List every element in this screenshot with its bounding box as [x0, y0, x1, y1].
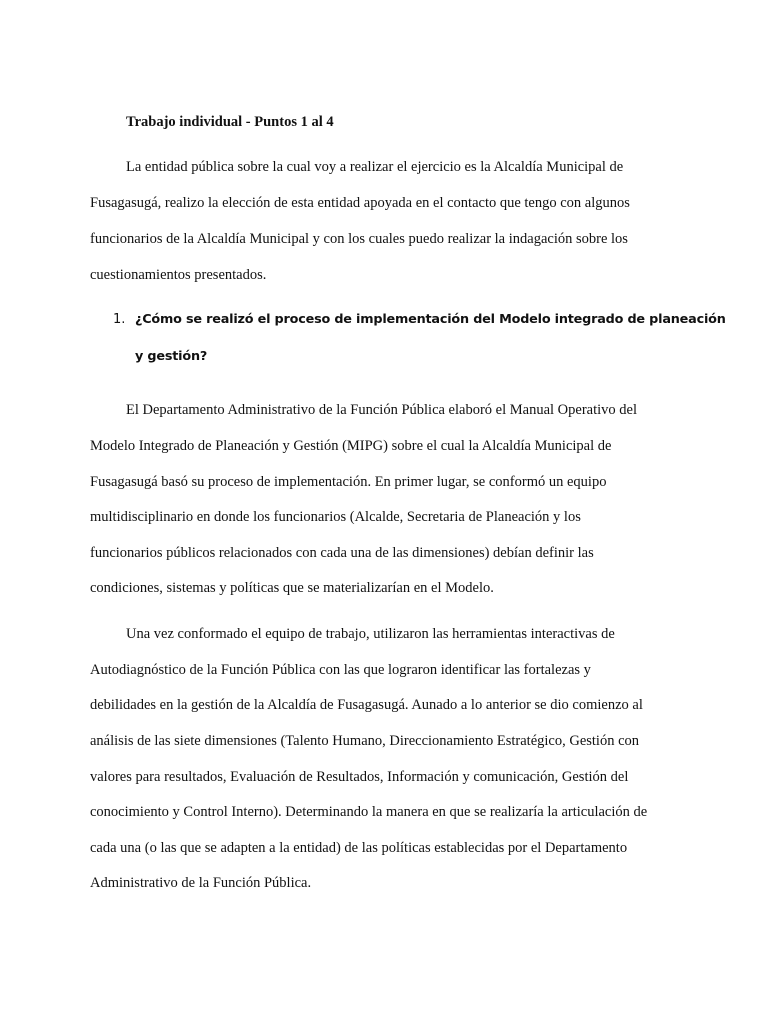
- paragraph-line: Modelo Integrado de Planeación y Gestión (MIPG) sobre el cual la Alcaldía Municipal de: [90, 438, 612, 454]
- paragraph-line: análisis de las siete dimensiones (Talento Humano, Direccionamiento Estratégico, Gestión con: [90, 733, 640, 749]
- intro-line: La entidad pública sobre la cual voy a realizar el ejercicio es la Alcaldía Municipal de: [126, 159, 624, 175]
- paragraph-line: conocimiento y Control Interno). Determinando la manera en que se realizaría la articulación de: [90, 804, 648, 820]
- paragraph-line: El Departamento Administrativo de la Función Pública elaboró el Manual Operativo del: [126, 402, 637, 418]
- document-title: Trabajo individual - Puntos 1 al 4: [126, 114, 334, 130]
- intro-line: Fusagasugá, realizo la elección de esta entidad apoyada en el contacto que tengo con algunos: [90, 195, 630, 211]
- paragraph-line: funcionarios públicos relacionados con cada una de las dimensiones) debían definir las: [90, 545, 594, 561]
- paragraph-line: valores para resultados, Evaluación de Resultados, Información y comunicación, Gestión del: [90, 769, 629, 785]
- paragraph-line: condiciones, sistemas y políticas que se materializarían en el Modelo.: [90, 580, 494, 596]
- paragraph-line: Una vez conformado el equipo de trabajo, utilizaron las herramientas interactivas de: [126, 626, 615, 642]
- paragraph-line: cada una (o las que se adapten a la entidad) de las políticas establecidas por el Departamento: [90, 840, 628, 856]
- question-heading: y gestión?: [135, 349, 208, 364]
- intro-line: cuestionamientos presentados.: [90, 267, 267, 283]
- question-number: 1.: [113, 312, 126, 327]
- paragraph-line: multidisciplinario en donde los funcionarios (Alcalde, Secretaria de Planeación y los: [90, 509, 581, 525]
- intro-line: funcionarios de la Alcaldía Municipal y con los cuales puedo realizar la indagación sobre los: [90, 231, 628, 247]
- paragraph-line: Administrativo de la Función Pública.: [90, 875, 312, 891]
- question-heading: ¿Cómo se realizó el proceso de implementación del Modelo integrado de planeación: [135, 312, 726, 327]
- paragraph-line: debilidades en la gestión de la Alcaldía de Fusagasugá. Aunado a lo anterior se dio comienzo al: [90, 697, 643, 713]
- paragraph-line: Autodiagnóstico de la Función Pública con las que lograron identificar las fortalezas y: [90, 662, 591, 678]
- paragraph-line: Fusagasugá basó su proceso de implementación. En primer lugar, se conformó un equipo: [90, 474, 607, 490]
